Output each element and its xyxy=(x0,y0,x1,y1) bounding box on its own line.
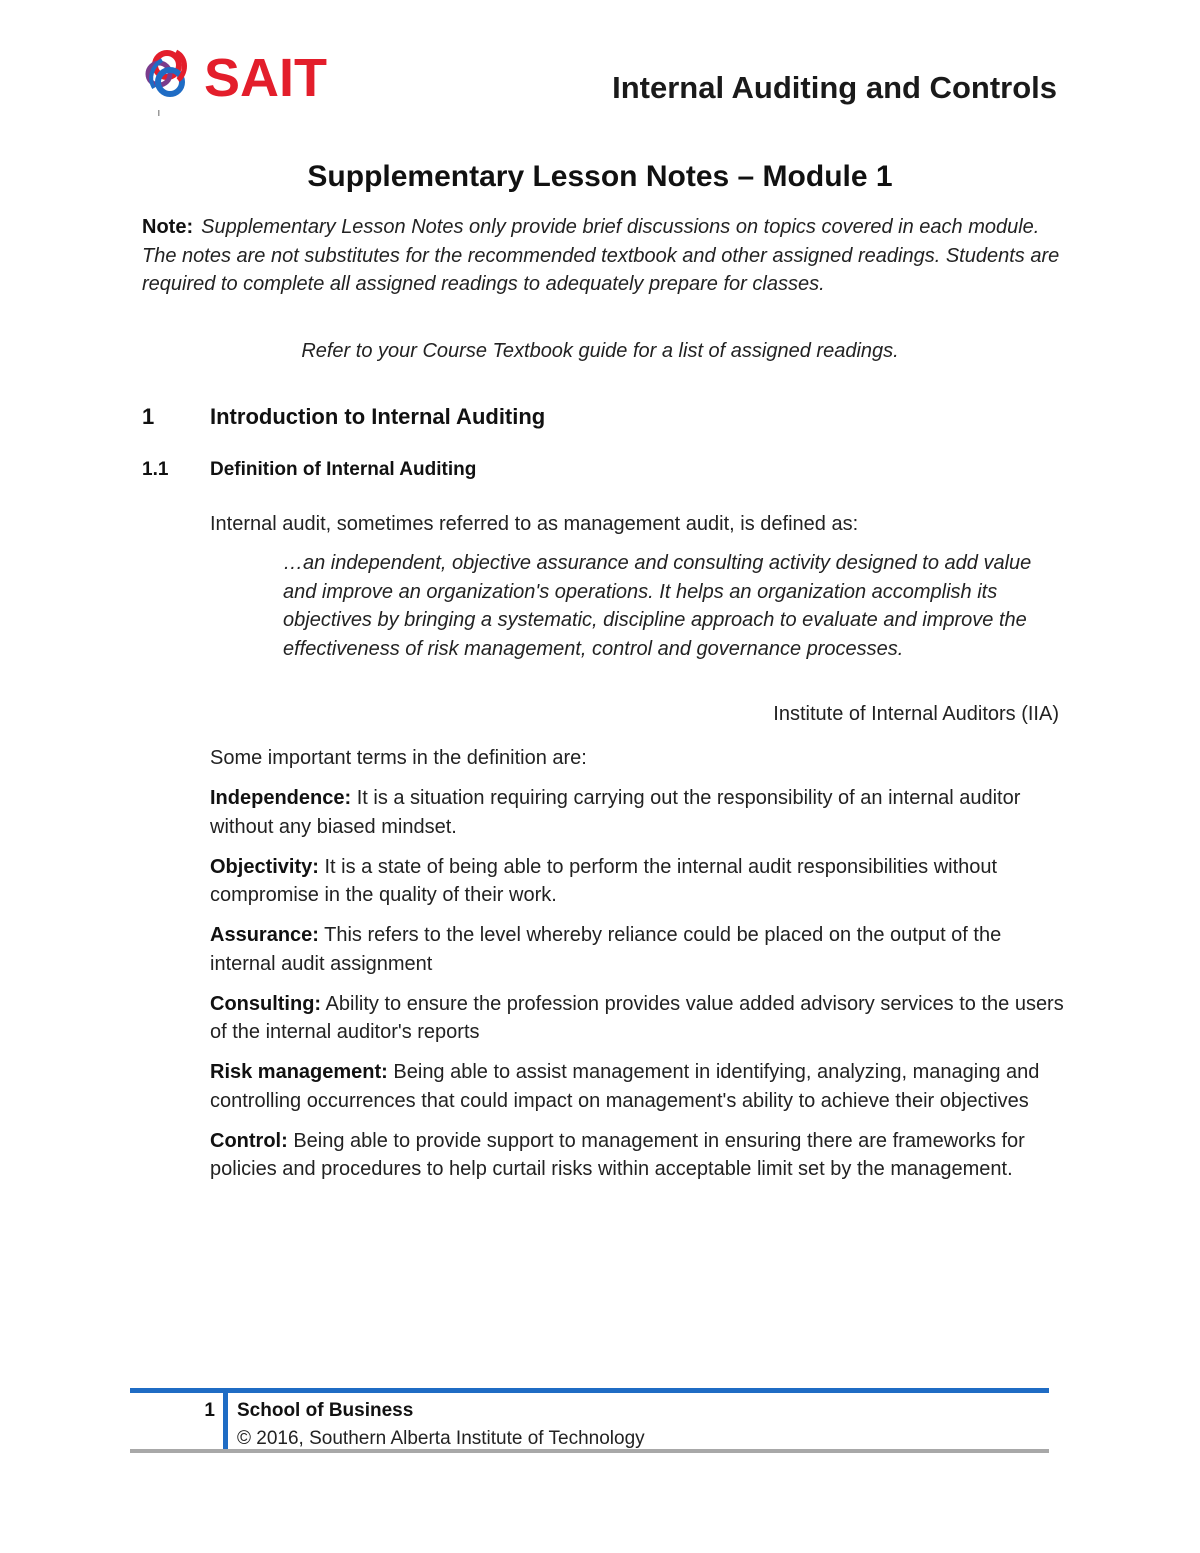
term-text: It is a situation requiring carrying out the responsibility of an internal auditor without any biased mindset. xyxy=(210,787,1021,838)
term-control xyxy=(210,1127,1070,1184)
footer-top-rule xyxy=(130,1388,1049,1393)
term-label: Risk management: xyxy=(210,1061,388,1084)
document-title: Supplementary Lesson Notes – Module 1 xyxy=(307,160,893,193)
sait-logo-wordmark: SAIT xyxy=(204,48,328,108)
term-label: Consulting: xyxy=(210,992,322,1015)
term-text: Being able to provide support to management in ensuring there are frameworks for policies and procedures to help curtail risks within acceptable limit set by the management. xyxy=(210,1129,1025,1181)
term-consulting xyxy=(210,990,1070,1047)
page-number: 1 xyxy=(204,1400,215,1421)
terms-list xyxy=(210,784,1070,1195)
term-independence xyxy=(210,784,1070,841)
term-label: Independence: xyxy=(210,787,352,809)
refer-readings-text: Refer to your Course Textbook guide for a list of assigned readings. xyxy=(301,340,899,362)
note-label: Note: xyxy=(142,216,194,238)
term-text: It is a state of being able to perform the internal audit responsibilities without compromise in the quality of their work. xyxy=(210,855,998,907)
term-label: Objectivity: xyxy=(210,855,319,878)
term-text: Being able to assist management in identifying, analyzing, managing and controlling occurrences that could impact on management's ability to achieve their objectives xyxy=(210,1061,1040,1112)
sait-logo-mark xyxy=(148,52,185,94)
footer-copyright: © 2016, Southern Alberta Institute of Technology xyxy=(237,1428,645,1449)
subsection-title: Definition of Internal Auditing xyxy=(210,459,477,480)
subsection-number: 1.1 xyxy=(142,459,169,480)
term-label: Assurance: xyxy=(210,924,319,947)
terms-intro: Some important terms in the definition are: xyxy=(210,747,587,769)
term-assurance xyxy=(210,921,1070,978)
note-text: Supplementary Lesson Notes only provide brief discussions on topics covered in each module. The notes are not substitutes for the recommended textbook and other assigned readings. Students are required to complete all assigned readings to adequately prepare for classes. xyxy=(142,216,1060,296)
term-risk-management xyxy=(210,1058,1070,1115)
definition-intro: Internal audit, sometimes referred to as management audit, is defined as: xyxy=(210,513,859,535)
course-title: Internal Auditing and Controls xyxy=(612,70,1057,105)
quote-source: Institute of Internal Auditors (IIA) xyxy=(773,703,1059,725)
sait-logo xyxy=(144,44,344,116)
term-text: Ability to ensure the profession provides value added advisory services to the users of the internal auditor's reports xyxy=(210,992,1064,1044)
term-text: This refers to the level whereby reliance could be placed on the output of the internal audit assignment xyxy=(210,924,1002,975)
term-objectivity xyxy=(210,853,1070,910)
term-label: Control: xyxy=(210,1129,288,1152)
note-paragraph xyxy=(142,213,1062,299)
section-number: 1 xyxy=(142,404,155,429)
footer-divider xyxy=(223,1388,228,1451)
section-title: Introduction to Internal Auditing xyxy=(210,404,546,429)
definition-quote: …an independent, objective assurance and consulting activity designed to add value and improve an organization's operations. It helps an organization accomplish its objectives by bringing a systematic, discipline approach to evaluate and improve the effectiveness of risk management, control and governance processes. xyxy=(283,552,1032,660)
footer-school: School of Business xyxy=(237,1400,414,1421)
